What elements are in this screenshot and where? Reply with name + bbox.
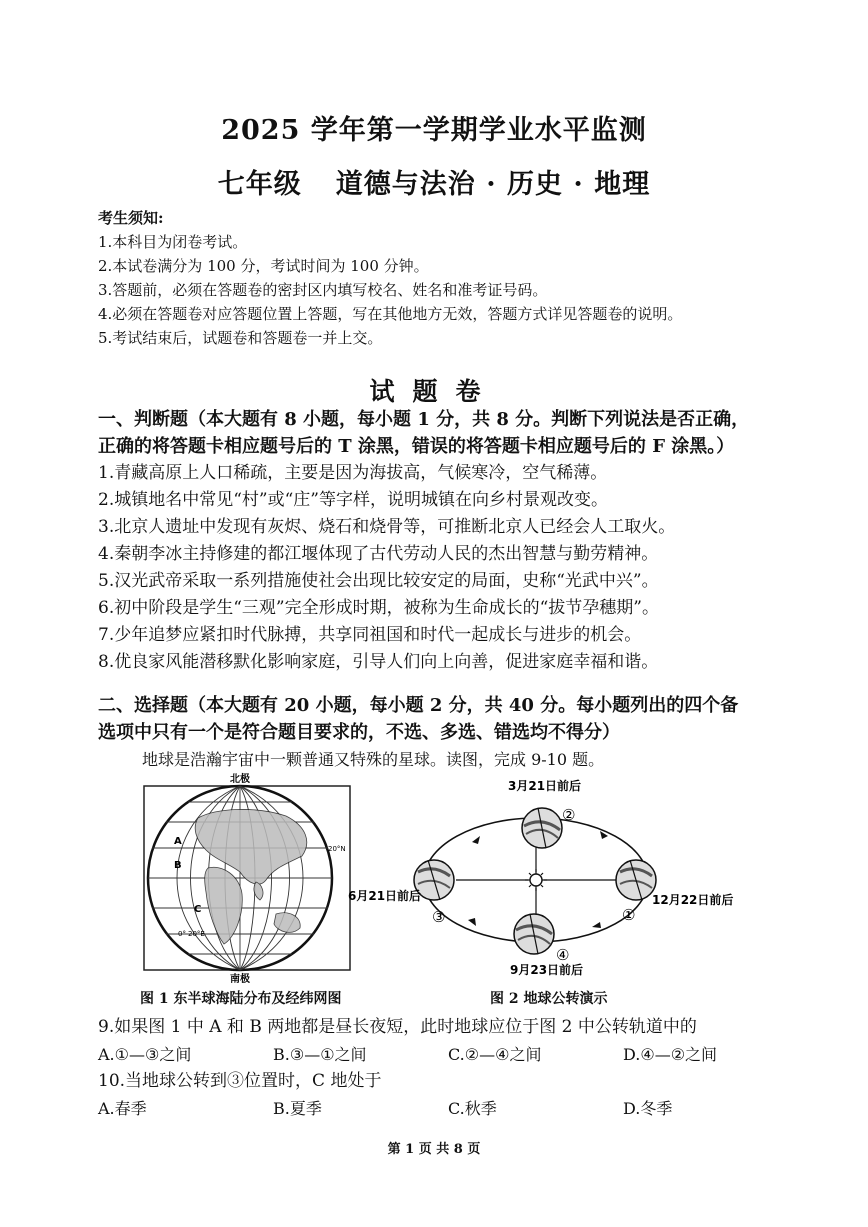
question-item: 6.初中阶段是学生“三观”完全形成时期，被称为生命成长的“拔节孕穗期”。 xyxy=(98,598,659,618)
question-item: 4.秦朝李冰主持修建的都江堰体现了古代劳动人民的杰出智慧与勤劳精神。 xyxy=(98,544,659,564)
option-b: B.夏季 xyxy=(273,1099,322,1118)
section1-heading-line2: 正确的将答题卡相应题号后的 T 涂黑，错误的将答题卡相应题号后的 F 涂黑。） xyxy=(98,436,735,457)
section1-heading-line1: 一、判断题（本大题有 8 小题，每小题 1 分，共 8 分。判断下列说法是否正确， xyxy=(98,409,750,430)
question-item: 3.北京人遗址中发现有灰烬、烧石和烧骨等，可推断北京人已经会人工取火。 xyxy=(98,517,676,537)
orbit-label-right: 12月22日前后 xyxy=(652,893,734,907)
notice-item: 3.答题前，必须在答题卷的密封区内填写校名、姓名和准考证号码。 xyxy=(98,281,548,299)
question-10-stem: 10.当地球公转到③位置时，C 地处于 xyxy=(98,1071,382,1091)
point-c-label: C xyxy=(194,904,202,915)
figure2-caption: 图 2 地球公转演示 xyxy=(490,991,608,1007)
figure2-orbit xyxy=(344,772,744,986)
option-c: C.秋季 xyxy=(448,1099,497,1118)
question-item: 8.优良家风能潜移默化影响家庭，引导人们向上向善，促进家庭幸福和谐。 xyxy=(98,652,659,672)
notice-item: 2.本试卷满分为 100 分，考试时间为 100 分钟。 xyxy=(98,257,429,275)
orbit-label-left: 6月21日前后 xyxy=(348,889,422,903)
question-item: 1.青藏高原上人口稀疏，主要是因为海拔高，气候寒冷，空气稀薄。 xyxy=(98,463,608,483)
figure1-caption: 图 1 东半球海陆分布及经纬网图 xyxy=(140,991,342,1007)
section2-heading-line2: 选项中只有一个是符合题目要求的，不选、多选、错选均不得分） xyxy=(98,722,620,743)
option-b: B.③—①之间 xyxy=(273,1045,367,1064)
north-pole-label: 北极 xyxy=(230,774,250,785)
earth-position-1 xyxy=(616,860,656,900)
notice-heading: 考生须知: xyxy=(98,209,164,227)
orbit-label-bottom: 9月23日前后 xyxy=(510,963,584,977)
exam-subtitle xyxy=(0,162,868,201)
section-true-false xyxy=(98,406,798,676)
point-a-label: A xyxy=(174,836,182,847)
exam-title: 2025 学年第一学期学业水平监测 xyxy=(221,115,647,146)
page-footer: 第 1 页 共 8 页 xyxy=(387,1142,481,1157)
question-9-options xyxy=(98,1041,798,1068)
position-4-label: ④ xyxy=(556,946,570,964)
question-item: 2.城镇地名中常见“村”或“庄”等字样，说明城镇在向乡村景观改变。 xyxy=(98,490,608,510)
figure-intro: 地球是浩瀚宇宙中一颗普通又特殊的星球。读图，完成 9-10 题。 xyxy=(142,750,605,769)
question-10-options xyxy=(98,1095,798,1122)
point-b-label: B xyxy=(174,860,182,871)
candidate-notice xyxy=(98,206,798,350)
section2-heading-line1: 二、选择题（本大题有 20 小题，每小题 2 分，共 40 分。每小题列出的四个备 xyxy=(98,695,739,716)
option-d: D.④—②之间 xyxy=(623,1045,718,1064)
position-2-label: ② xyxy=(562,806,576,824)
figure1-globe xyxy=(136,772,362,984)
option-c: C.②—④之间 xyxy=(448,1045,542,1064)
south-pole-label: 南极 xyxy=(230,974,250,984)
option-a: A.春季 xyxy=(98,1099,147,1118)
question-item: 5.汉光武帝采取一系列措施使社会出现比较安定的局面，史称“光武中兴”。 xyxy=(98,571,659,591)
notice-item: 4.必须在答题卷对应答题位置上答题，写在其他地方无效，答题方式详见答题卷的说明。 xyxy=(98,305,683,323)
section-multiple-choice xyxy=(98,692,798,746)
notice-item: 5.考试结束后，试题卷和答题卷一并上交。 xyxy=(98,329,383,347)
question-9-stem: 9.如果图 1 中 A 和 B 两地都是昼长夜短，此时地球应位于图 2 中公转轨道中的 xyxy=(98,1017,697,1037)
earth-position-2 xyxy=(522,808,562,848)
earth-position-4 xyxy=(514,914,554,954)
orbit-label-top: 3月21日前后 xyxy=(508,779,582,793)
paper-title: 试题卷 xyxy=(369,377,499,406)
questions-9-10 xyxy=(98,1014,798,1122)
latitude-label: 20°N xyxy=(328,845,346,853)
position-1-label: ① xyxy=(622,906,636,924)
subjects-label: 道德与法治 · 历史 · 地理 xyxy=(335,169,651,200)
position-3-label: ③ xyxy=(432,908,446,926)
longitude-label: 0° xyxy=(178,930,186,938)
longitude-label-2: 20°E xyxy=(188,930,205,938)
question-item: 7.少年追梦应紧扣时代脉搏，共享同祖国和时代一起成长与进步的机会。 xyxy=(98,625,642,645)
grade-label: 七年级 xyxy=(217,169,302,200)
option-d: D.冬季 xyxy=(623,1099,673,1118)
notice-item: 1.本科目为闭卷考试。 xyxy=(98,233,248,251)
option-a: A.①—③之间 xyxy=(98,1045,192,1064)
